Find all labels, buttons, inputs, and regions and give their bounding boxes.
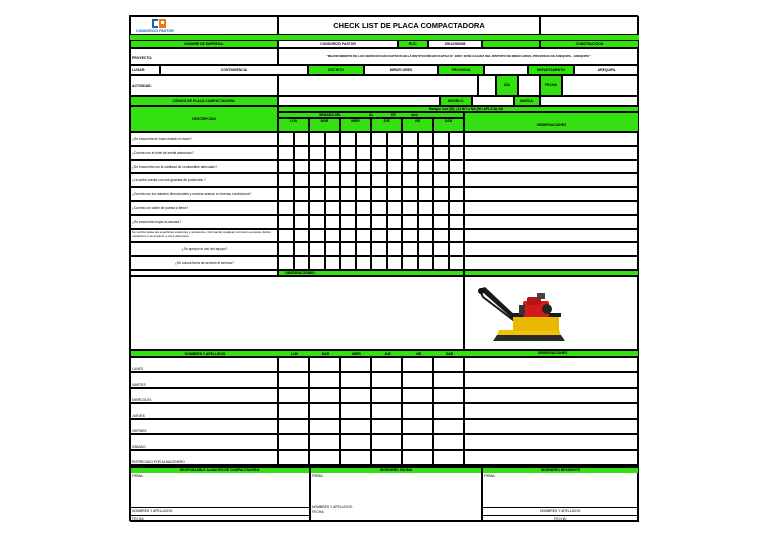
- operator-day-cell[interactable]: [371, 434, 402, 449]
- marca-value[interactable]: [540, 96, 639, 106]
- operator-row-label[interactable]: JUEVES: [130, 403, 278, 418]
- legend-row: Marque con (Si), (X) NO o NA (NO APLICA) NA: [278, 106, 639, 112]
- sig-ingeniero-fecha: FECHA:: [312, 510, 325, 514]
- check-cell[interactable]: [418, 173, 434, 187]
- operators-observaciones-label: OBSERVACIONES: [537, 351, 568, 355]
- checklist-observation-cell[interactable]: [464, 229, 639, 243]
- operator-row-label[interactable]: VIERNES: [130, 419, 278, 434]
- operator-day-cell[interactable]: [309, 357, 340, 372]
- codigo-label: CÓDIGO DE PLACA COMPACTADORA:: [130, 96, 278, 106]
- check-cell[interactable]: [356, 187, 372, 201]
- operator-day-cell[interactable]: [340, 388, 371, 403]
- operator-day-cell[interactable]: [309, 403, 340, 418]
- checklist-observation-cell[interactable]: [464, 132, 639, 146]
- check-cell[interactable]: [449, 173, 465, 187]
- lugar-value[interactable]: CONTINGENCIA: [160, 65, 308, 75]
- check-cell[interactable]: [449, 132, 465, 146]
- check-cell[interactable]: [340, 187, 356, 201]
- checklist-row: [130, 215, 639, 229]
- sig-ingeniero-label: INGENIERO SSOMA: [311, 468, 481, 473]
- check-cell[interactable]: [402, 173, 418, 187]
- checklist-question: ¿Se coloca fuera de servicio el servicio?: [130, 256, 278, 270]
- dia-label: DÍA: [496, 75, 518, 96]
- check-cell[interactable]: [433, 256, 449, 270]
- empresa-label: NOMBRE DE EMPRESA:: [130, 40, 278, 48]
- check-cell[interactable]: [402, 201, 418, 215]
- operator-day-cell[interactable]: [278, 403, 309, 418]
- check-cell[interactable]: [325, 132, 341, 146]
- provincia-value[interactable]: [484, 65, 528, 75]
- check-cell[interactable]: [449, 201, 465, 215]
- semana-label: SEMANA DEL: [319, 113, 342, 117]
- header-blank-cell: [540, 16, 639, 35]
- check-cell[interactable]: [309, 132, 325, 146]
- check-cell[interactable]: [433, 160, 449, 174]
- operator-day-cell[interactable]: [340, 372, 371, 387]
- sig-residente-divider: [483, 507, 638, 508]
- departamento-label: DEPARTAMENTO: [528, 65, 574, 75]
- operator-observation-cell[interactable]: [464, 450, 639, 465]
- check-cell[interactable]: [325, 242, 341, 256]
- tipo-value: CONSTRUCCION: [540, 40, 639, 48]
- operator-day-cell[interactable]: [278, 372, 309, 387]
- check-cell[interactable]: [402, 132, 418, 146]
- checklist-question: ¿Se encuentra limpia la carcasa?: [130, 215, 278, 229]
- check-cell[interactable]: [278, 173, 294, 187]
- operator-day-cell[interactable]: [371, 419, 402, 434]
- operator-day-cell[interactable]: [278, 419, 309, 434]
- operator-row-label[interactable]: MARTES: [130, 372, 278, 387]
- check-cell[interactable]: [278, 146, 294, 160]
- company-logo-icon: [152, 19, 166, 28]
- operator-observation-cell[interactable]: [464, 403, 639, 418]
- operator-day-cell[interactable]: [278, 357, 309, 372]
- operators-day-header-5: SAB: [445, 352, 454, 356]
- check-cell[interactable]: [371, 229, 387, 243]
- operator-observation-cell[interactable]: [464, 419, 639, 434]
- checklist-observation-cell[interactable]: [464, 256, 639, 270]
- operator-day-cell[interactable]: [371, 372, 402, 387]
- check-cell[interactable]: [418, 229, 434, 243]
- check-cell[interactable]: [418, 215, 434, 229]
- operator-day-cell[interactable]: [278, 388, 309, 403]
- checklist-observation-cell[interactable]: [464, 242, 639, 256]
- sig-residente-firma: FIRMA:: [484, 474, 496, 478]
- check-cell[interactable]: [418, 201, 434, 215]
- check-cell[interactable]: [340, 229, 356, 243]
- checklist-observation-cell[interactable]: [464, 201, 639, 215]
- check-cell[interactable]: [418, 242, 434, 256]
- operators-day-header-0: LUN: [291, 352, 298, 356]
- operator-observation-cell[interactable]: [464, 372, 639, 387]
- modelo-label: MODELO:: [440, 96, 472, 106]
- checklist-row: [130, 201, 639, 215]
- check-cell[interactable]: [387, 215, 403, 229]
- day-header-3: JUE: [371, 118, 402, 132]
- operator-day-cell[interactable]: [340, 357, 371, 372]
- check-cell[interactable]: [449, 146, 465, 160]
- check-cell[interactable]: [402, 187, 418, 201]
- semana-al: AL: [369, 113, 374, 117]
- day-header-2: MIER: [340, 118, 371, 132]
- check-cell[interactable]: [294, 160, 310, 174]
- operator-day-cell[interactable]: [402, 403, 433, 418]
- check-cell[interactable]: [371, 215, 387, 229]
- operator-day-cell[interactable]: [340, 450, 371, 465]
- sig-residente-fecha: FECHA:: [554, 517, 567, 521]
- operator-day-cell[interactable]: [402, 357, 433, 372]
- check-cell[interactable]: [387, 187, 403, 201]
- check-cell[interactable]: [356, 160, 372, 174]
- descripcion-label: DESCRIPCIÓN: [192, 117, 216, 121]
- check-cell[interactable]: [402, 229, 418, 243]
- check-cell[interactable]: [387, 256, 403, 270]
- day-header-1: MAR: [309, 118, 340, 132]
- check-cell[interactable]: [356, 242, 372, 256]
- obs-header-cell: [464, 112, 639, 132]
- check-cell[interactable]: [294, 229, 310, 243]
- check-cell[interactable]: [449, 187, 465, 201]
- day-header-0: LUN: [278, 118, 309, 132]
- check-cell[interactable]: [371, 173, 387, 187]
- check-cell[interactable]: [418, 256, 434, 270]
- check-cell[interactable]: [371, 256, 387, 270]
- operator-day-cell[interactable]: [371, 357, 402, 372]
- check-cell[interactable]: [309, 242, 325, 256]
- check-cell[interactable]: [387, 146, 403, 160]
- check-cell[interactable]: [402, 146, 418, 160]
- sig-responsable-divider-2: [131, 515, 309, 516]
- check-cell[interactable]: [356, 173, 372, 187]
- operator-day-cell[interactable]: [309, 450, 340, 465]
- check-cell[interactable]: [371, 187, 387, 201]
- operators-day-header-4: VIE: [415, 352, 422, 356]
- checklist-question: ¿La poles cuenta con sus guardas de protección ?: [130, 173, 278, 187]
- check-cell[interactable]: [402, 242, 418, 256]
- checklist-observation-cell[interactable]: [464, 160, 639, 174]
- checklist-question: ¿Se encuentra en buen estado el motor?: [130, 132, 278, 146]
- check-cell[interactable]: [371, 242, 387, 256]
- sig-responsable-firma: FIRMA:: [132, 474, 144, 478]
- check-cell[interactable]: [402, 160, 418, 174]
- operator-row-label[interactable]: MIERCOLES: [130, 388, 278, 403]
- operator-row: [130, 357, 639, 372]
- operators-day-header-1: MAR: [321, 352, 330, 356]
- check-cell[interactable]: [387, 229, 403, 243]
- checklist-observation-cell[interactable]: [464, 146, 639, 160]
- lugar-label: LUGAR:: [130, 65, 160, 75]
- operator-row: [130, 372, 639, 387]
- check-cell[interactable]: [309, 187, 325, 201]
- checklist-observation-cell[interactable]: [464, 173, 639, 187]
- operator-day-cell[interactable]: [433, 419, 464, 434]
- check-cell[interactable]: [278, 201, 294, 215]
- checklist-question: Se verificó todas las superficies exteriores y accesorios, informando cualquier corrosión excesiva, daños mecánicos o de impacto u otros deterioros.: [130, 229, 278, 243]
- checklist-row: [130, 146, 639, 160]
- days-header: [278, 118, 464, 132]
- plate-compactor-image: [475, 283, 575, 349]
- check-cell[interactable]: [340, 160, 356, 174]
- check-cell[interactable]: [278, 187, 294, 201]
- operator-row: [130, 434, 639, 449]
- check-cell[interactable]: [309, 201, 325, 215]
- checklist-observation-cell[interactable]: [464, 215, 639, 229]
- check-cell[interactable]: [402, 215, 418, 229]
- operator-observation-cell[interactable]: [464, 388, 639, 403]
- operator-day-cell[interactable]: [402, 388, 433, 403]
- check-cell[interactable]: [371, 201, 387, 215]
- check-cell[interactable]: [309, 173, 325, 187]
- observaciones-label: OBSERVACIONES:: [285, 271, 316, 275]
- operator-day-cell[interactable]: [402, 450, 433, 465]
- sig-ingeniero[interactable]: [310, 467, 482, 522]
- proyecto-label: PROYECTO:: [130, 48, 278, 65]
- day-header-4: VIE: [402, 118, 433, 132]
- check-cell[interactable]: [418, 187, 434, 201]
- actividad-value[interactable]: [278, 75, 478, 96]
- operators-nombres-label: NOMBRES Y APELLIDOS: [184, 352, 226, 356]
- check-cell[interactable]: [371, 160, 387, 174]
- checklist-row: [130, 160, 639, 174]
- check-cell[interactable]: [340, 146, 356, 160]
- check-cell[interactable]: [309, 215, 325, 229]
- checklist-row: [130, 256, 639, 270]
- operator-row-label[interactable]: LUNES: [130, 357, 278, 372]
- operator-row: [130, 419, 639, 434]
- check-cell[interactable]: [433, 146, 449, 160]
- checklist-question: ¿Cuenta con cable de puesta a tierra?: [130, 201, 278, 215]
- check-cell[interactable]: [278, 132, 294, 146]
- check-cell[interactable]: [371, 146, 387, 160]
- sig-residente[interactable]: [482, 467, 639, 522]
- check-cell[interactable]: [371, 132, 387, 146]
- check-cell[interactable]: [449, 242, 465, 256]
- descripcion-header: [130, 106, 278, 132]
- check-cell[interactable]: [418, 132, 434, 146]
- operator-day-cell[interactable]: [278, 434, 309, 449]
- operator-day-cell[interactable]: [402, 419, 433, 434]
- operator-day-cell[interactable]: [433, 450, 464, 465]
- check-cell[interactable]: [387, 201, 403, 215]
- operator-day-cell[interactable]: [340, 434, 371, 449]
- checklist-row: [130, 187, 639, 201]
- operators-header: [130, 350, 639, 357]
- operator-row-label[interactable]: ENTREGADO POR ALMACENERO: [130, 450, 278, 465]
- checklist-row: [130, 229, 639, 243]
- check-cell[interactable]: [325, 146, 341, 160]
- semana-mes: mes: [411, 113, 418, 117]
- operators-days-header: [279, 351, 465, 356]
- check-cell[interactable]: [387, 132, 403, 146]
- check-cell[interactable]: [433, 173, 449, 187]
- ruc-label: RUC:: [398, 40, 428, 48]
- page-title: CHECK LIST DE PLACA COMPACTADORA: [278, 16, 540, 35]
- operator-day-cell[interactable]: [402, 434, 433, 449]
- checklist-row: [130, 242, 639, 256]
- operator-day-cell[interactable]: [402, 372, 433, 387]
- marca-label: MARCA:: [514, 96, 540, 106]
- sig-responsable-nombres: NOMBRES Y APELLIDOS:: [132, 509, 173, 513]
- check-cell[interactable]: [278, 160, 294, 174]
- modelo-value[interactable]: [472, 96, 514, 106]
- checklist-row: [130, 173, 639, 187]
- check-cell[interactable]: [340, 256, 356, 270]
- operators-day-header-3: JUE: [384, 352, 391, 356]
- sig-responsable-label: RESPONSABLE ALMACEN DE COMPACTADORA:: [131, 468, 309, 473]
- check-cell[interactable]: [309, 229, 325, 243]
- check-cell[interactable]: [356, 229, 372, 243]
- check-cell[interactable]: [387, 160, 403, 174]
- check-cell[interactable]: [340, 173, 356, 187]
- check-cell[interactable]: [433, 201, 449, 215]
- check-cell[interactable]: [325, 201, 341, 215]
- checklist-question: ¿Cuenta con los mandos direccionales y marcha avance en buenas condiciones?: [130, 187, 278, 201]
- sig-responsable[interactable]: [130, 467, 310, 522]
- sig-residente-label: INGENIERO RESIDENTE: [483, 468, 638, 473]
- provincia-label: PROVINCIA: [438, 65, 484, 75]
- sig-ingeniero-nombres: NOMBRES Y APELLIDOS:: [312, 505, 353, 509]
- operator-day-cell[interactable]: [278, 450, 309, 465]
- check-cell[interactable]: [433, 215, 449, 229]
- operators-rows: [130, 357, 639, 465]
- operator-observation-cell[interactable]: [464, 434, 639, 449]
- operator-day-cell[interactable]: [371, 403, 402, 418]
- check-cell[interactable]: [387, 173, 403, 187]
- checklist-question: ¿Se apropio el uso del equipo?: [130, 242, 278, 256]
- company-logo-text: CONSORCIO PASTOR: [136, 29, 174, 33]
- checklist-rows: [130, 132, 639, 270]
- operator-day-cell[interactable]: [433, 434, 464, 449]
- operator-row: [130, 403, 639, 418]
- departamento-value[interactable]: AREQUIPA: [574, 65, 639, 75]
- semana-de: DE: [391, 113, 396, 117]
- check-cell[interactable]: [449, 215, 465, 229]
- operator-day-cell[interactable]: [371, 388, 402, 403]
- fecha-value[interactable]: [562, 75, 639, 96]
- check-cell[interactable]: [340, 215, 356, 229]
- check-cell[interactable]: [340, 242, 356, 256]
- operator-row: [130, 450, 639, 465]
- check-cell[interactable]: [387, 242, 403, 256]
- check-cell[interactable]: [418, 146, 434, 160]
- proyecto-value[interactable]: "MEJORAMIENTO DE LOS SERVICIOS EDUCATIVOS EN LA INSTITUCIÓN EDUCATIVA N° 40207 JOSÉ GALVEZ DEL DISTRITO DE MIRAFLORES, PROVINCIA DE AREQUIPA - AREQUIPA": [278, 48, 639, 65]
- operator-day-cell[interactable]: [309, 388, 340, 403]
- sig-responsable-fecha: FECHA:: [132, 517, 145, 521]
- check-cell[interactable]: [356, 201, 372, 215]
- check-cell[interactable]: [309, 256, 325, 270]
- actividad-blank: [478, 75, 496, 96]
- check-cell[interactable]: [325, 173, 341, 187]
- check-cell[interactable]: [294, 201, 310, 215]
- check-cell[interactable]: [433, 187, 449, 201]
- logo-cell: [130, 16, 278, 35]
- check-cell[interactable]: [402, 256, 418, 270]
- checklist-question: ¿Se encuentra con la cantidad de combustible adecuado?: [130, 160, 278, 174]
- operator-row-label[interactable]: SÁBADO: [130, 434, 278, 449]
- checklist-sheet: [129, 15, 638, 521]
- operator-row: [130, 388, 639, 403]
- check-cell[interactable]: [449, 229, 465, 243]
- checklist-observation-cell[interactable]: [464, 187, 639, 201]
- check-cell[interactable]: [278, 256, 294, 270]
- check-cell[interactable]: [294, 242, 310, 256]
- day-header-5: SAB: [433, 118, 464, 132]
- check-cell[interactable]: [294, 256, 310, 270]
- operator-day-cell[interactable]: [309, 419, 340, 434]
- check-cell[interactable]: [449, 160, 465, 174]
- dia-value[interactable]: [518, 75, 540, 96]
- check-cell[interactable]: [325, 229, 341, 243]
- operator-day-cell[interactable]: [433, 388, 464, 403]
- check-cell[interactable]: [356, 146, 372, 160]
- compactor-image-cell: [464, 276, 639, 350]
- check-cell[interactable]: [278, 229, 294, 243]
- operator-day-cell[interactable]: [340, 419, 371, 434]
- check-cell[interactable]: [294, 146, 310, 160]
- observaciones-textarea[interactable]: [130, 276, 464, 350]
- check-cell[interactable]: [433, 132, 449, 146]
- check-cell[interactable]: [433, 242, 449, 256]
- operator-day-cell[interactable]: [340, 403, 371, 418]
- check-cell[interactable]: [325, 160, 341, 174]
- operator-day-cell[interactable]: [433, 357, 464, 372]
- check-cell[interactable]: [356, 215, 372, 229]
- codigo-value[interactable]: [278, 96, 440, 106]
- check-cell[interactable]: [325, 187, 341, 201]
- checklist-question: ¿Cuenta con el nivel de aceite adecuado?: [130, 146, 278, 160]
- operator-observation-cell[interactable]: [464, 357, 639, 372]
- fecha-label: FECHA: [540, 75, 562, 96]
- distrito-value[interactable]: MIRAFLORES: [364, 65, 438, 75]
- empresa-value[interactable]: CONSORCIO PASTOR: [278, 40, 398, 48]
- sig-residente-nombres: NOMBRES Y APELLIDOS:: [540, 509, 581, 513]
- ruc-value[interactable]: 20612383098: [428, 40, 482, 48]
- check-cell[interactable]: [356, 256, 372, 270]
- check-cell[interactable]: [433, 229, 449, 243]
- distrito-label: DISTRITO: [308, 65, 364, 75]
- check-cell[interactable]: [340, 132, 356, 146]
- check-cell[interactable]: [294, 187, 310, 201]
- check-cell[interactable]: [418, 160, 434, 174]
- sig-residente-divider-2: [483, 515, 638, 516]
- empresa-spacer: [482, 40, 540, 48]
- check-cell[interactable]: [294, 173, 310, 187]
- operator-day-cell[interactable]: [309, 434, 340, 449]
- check-cell[interactable]: [278, 242, 294, 256]
- checklist-row: [130, 132, 639, 146]
- check-cell[interactable]: [294, 215, 310, 229]
- check-cell[interactable]: [294, 132, 310, 146]
- check-cell[interactable]: [309, 160, 325, 174]
- check-cell[interactable]: [340, 201, 356, 215]
- check-cell[interactable]: [325, 256, 341, 270]
- sig-ingeniero-firma: FIRMA:: [312, 474, 324, 478]
- check-cell[interactable]: [449, 256, 465, 270]
- operator-day-cell[interactable]: [433, 372, 464, 387]
- operator-day-cell[interactable]: [309, 372, 340, 387]
- operators-day-header-2: MIER: [352, 352, 361, 356]
- operator-day-cell[interactable]: [371, 450, 402, 465]
- operator-day-cell[interactable]: [433, 403, 464, 418]
- check-cell[interactable]: [309, 146, 325, 160]
- check-cell[interactable]: [278, 215, 294, 229]
- check-cell[interactable]: [356, 132, 372, 146]
- sig-responsable-divider: [131, 507, 309, 508]
- checklist-observaciones-label: OBSERVACIONES: [536, 123, 567, 127]
- check-cell[interactable]: [325, 215, 341, 229]
- actividad-label: ACTIVIDAD:: [130, 75, 278, 96]
